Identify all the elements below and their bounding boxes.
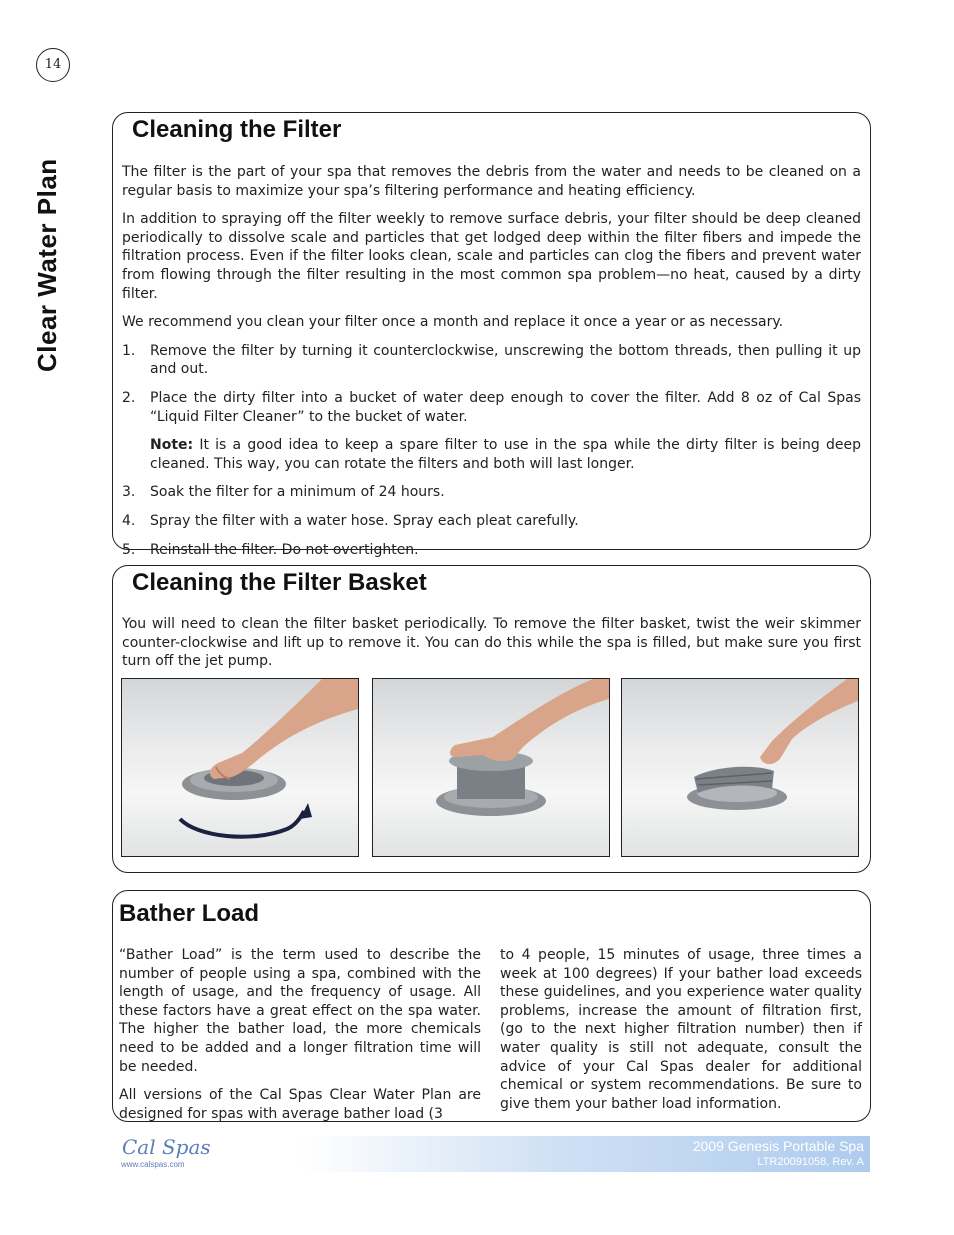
basket-content (122, 615, 861, 681)
step-number: 2. (122, 389, 136, 406)
note-label: Note: (150, 437, 194, 454)
cleaning-filter-section (112, 112, 871, 558)
list-item (122, 342, 861, 379)
step-number: 5. (122, 541, 136, 558)
photo-twist-skimmer (121, 678, 359, 857)
list-item (122, 512, 861, 531)
side-title: Clear Water Plan (32, 158, 62, 372)
filter-paragraph-2: In addition to spraying off the filter weekly to remove surface debris, your filter should be deep cleaned periodically to dissolve scale and particles that get lodged deep within the filter fibers and impede the filtration process. Even if the filter looks clean, scale and particles can clog the fibers and prevent water from flowing through the filter resulting in the most common spa problem—no heat, caused by a dirty filter. (122, 211, 861, 302)
bather-paragraph-2: All versions of the Cal Spas Clear Water Plan are designed for spas with average bather load (3 (119, 1087, 481, 1122)
filter-steps-list-continued (122, 483, 861, 559)
bather-right-column (500, 946, 862, 1123)
bather-load-section (112, 890, 871, 1122)
step-text: Reinstall the filter. Do not overtighten. (150, 541, 419, 558)
step-text: Remove the filter by turning it counterclockwise, unscrewing the bottom threads, then pulling it up and out. (150, 342, 861, 378)
filter-note (122, 436, 861, 473)
basket-photos (121, 678, 862, 858)
photo-remove-basket (621, 678, 859, 857)
basket-paragraph: You will need to clean the filter basket periodically. To remove the filter basket, twist the weir skimmer counter-clockwise and lift up to remove it. You can do this while the spa is filled, but make sure you first turn off the jet pump. (122, 616, 861, 670)
section-title-cleaning-filter-basket: Cleaning the Filter Basket (132, 569, 427, 596)
photo-lift-skimmer (372, 678, 610, 857)
bather-left-column (119, 946, 481, 1133)
filter-paragraph-1: The filter is the part of your spa that removes the debris from the water and needs to be cleaned on a regular basis to maximize your spa’s filtering performance and heating efficiency. (122, 164, 861, 199)
list-item (122, 389, 861, 426)
cal-spas-logo (120, 1132, 211, 1162)
step-text: Soak the filter for a minimum of 24 hours. (150, 484, 445, 501)
section-title-bather-load: Bather Load (119, 900, 260, 927)
list-item (122, 541, 861, 560)
section-title-cleaning-filter: Cleaning the Filter (132, 116, 342, 143)
footer-bar (300, 1136, 870, 1172)
step-text: Spray the filter with a water hose. Spray each pleat carefully. (150, 512, 579, 529)
cleaning-filter-basket-section (112, 565, 871, 873)
step-number: 4. (122, 512, 136, 529)
footer-url: www.calspas.com (121, 1160, 185, 1169)
cleaning-filter-content (122, 163, 861, 569)
bather-paragraph-3: to 4 people, 15 minutes of usage, three times a week at 100 degrees) If your bather load exceeds these guidelines, and you experience water quality problems, increase the amount of filtration first, (go to the next higher filtration number) then if water quality is still not adequate, consult the advice of your Cal Spas dealer for additional chemical or system recommendations. Be sure to give them your bather load information. (500, 947, 862, 1112)
photo-twist-skimmer-illustration (122, 679, 358, 856)
photo-remove-basket-illustration (622, 679, 858, 856)
step-number: 1. (122, 342, 136, 359)
footer-doc-code: LTR20091058, Rev. A (757, 1156, 864, 1168)
filter-steps-list (122, 342, 861, 426)
note-text: It is a good idea to keep a spare filter to use in the spa while the dirty filter is being deep cleaned. This way, you can rotate the filters and both will last longer. (150, 437, 861, 472)
filter-paragraph-3: We recommend you clean your filter once a month and replace it once a year or as necessary. (122, 314, 784, 331)
page-number: 14 (36, 48, 70, 82)
photo-lift-skimmer-illustration (373, 679, 609, 856)
step-number: 3. (122, 484, 136, 501)
bather-paragraph-1: “Bather Load” is the term used to describe the number of people using a spa, combined with the length of usage, and the frequency of usage. All these factors have a great effect on the spa water. The higher the bather load, the more chemicals need to be added and a longer filtration time will be needed. (119, 947, 481, 1075)
list-item (122, 483, 861, 502)
step-text: Place the dirty filter into a bucket of water deep enough to cover the filter. Add 8 oz of Cal Spas “Liquid Filter Cleaner” to the bucket of water. (150, 389, 861, 425)
svg-text:Cal Spas: Cal Spas (122, 1135, 211, 1159)
footer-product: 2009 Genesis Portable Spa (692, 1138, 864, 1154)
